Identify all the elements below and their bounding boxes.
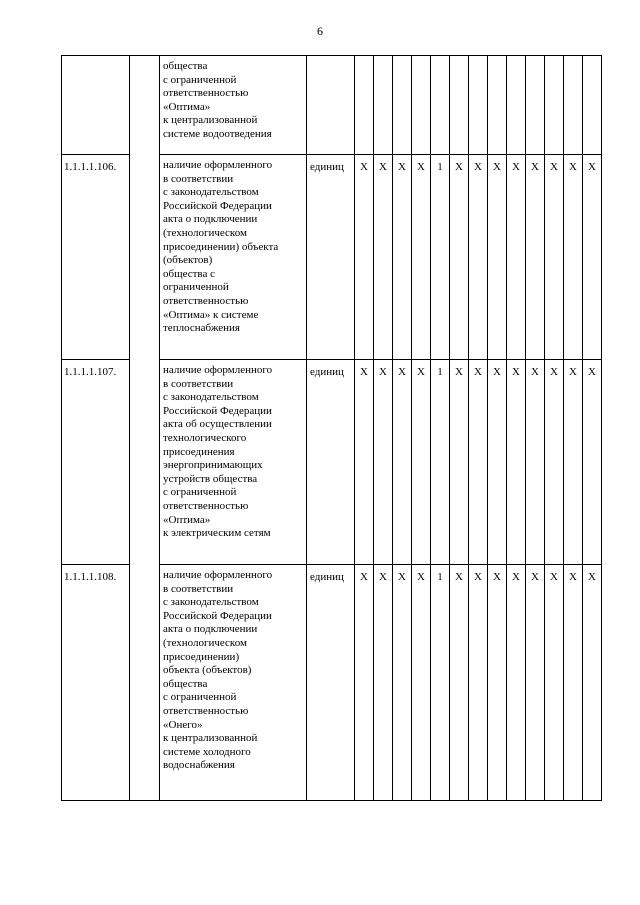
blank-cell <box>130 155 160 360</box>
row-number: 1.1.1.1.106. <box>62 155 130 360</box>
value-cell: Х <box>583 155 602 360</box>
value-cell: Х <box>545 360 564 565</box>
value-cell <box>583 56 602 155</box>
page-number: 6 <box>317 24 323 38</box>
table-row <box>62 360 602 565</box>
value-cell <box>355 56 374 155</box>
value-cell: 1 <box>431 155 450 360</box>
value-cell <box>564 56 583 155</box>
value-cell: Х <box>393 565 412 801</box>
value-cell: Х <box>450 155 469 360</box>
value-cell: 1 <box>431 360 450 565</box>
value-cell <box>469 56 488 155</box>
indicators-table <box>61 55 602 801</box>
blank-cell <box>130 565 160 801</box>
value-cell: Х <box>488 565 507 801</box>
value-cell: Х <box>393 155 412 360</box>
value-cell: Х <box>564 565 583 801</box>
value-cell: Х <box>488 360 507 565</box>
value-cell: Х <box>564 155 583 360</box>
value-cell: Х <box>412 360 431 565</box>
row-number: 1.1.1.1.108. <box>62 565 130 801</box>
row-number <box>62 56 130 155</box>
value-cell: Х <box>450 360 469 565</box>
value-cell: Х <box>507 155 526 360</box>
value-cell: Х <box>583 360 602 565</box>
value-cell: Х <box>469 155 488 360</box>
row-description: наличие оформленного в соответствии с законодательством Российской Федерации акта об осуществлении технологического присоединения энергопринимающих устройств общества с ограниченной ответственностью «Оптима» к электрическим сетям <box>160 360 307 565</box>
row-unit: единиц <box>307 360 355 565</box>
value-cell: Х <box>526 565 545 801</box>
value-cell: Х <box>526 360 545 565</box>
value-cell: Х <box>412 565 431 801</box>
row-description: наличие оформленного в соответствии с законодательством Российской Федерации акта о подключении (технологическом присоединении) объекта (объектов) общества с ограниченной ответственностью «Онего» к централизованной системе холодного водоснабжения <box>160 565 307 801</box>
table-row <box>62 56 602 155</box>
table-row <box>62 155 602 360</box>
value-cell: Х <box>355 565 374 801</box>
value-cell: Х <box>564 360 583 565</box>
value-cell: Х <box>393 360 412 565</box>
value-cell <box>393 56 412 155</box>
value-cell: Х <box>355 155 374 360</box>
value-cell: Х <box>545 155 564 360</box>
value-cell: Х <box>583 565 602 801</box>
value-cell <box>412 56 431 155</box>
value-cell <box>507 56 526 155</box>
value-cell <box>431 56 450 155</box>
value-cell: Х <box>412 155 431 360</box>
value-cell: Х <box>374 360 393 565</box>
row-unit: единиц <box>307 155 355 360</box>
value-cell <box>488 56 507 155</box>
value-cell: Х <box>374 155 393 360</box>
value-cell: Х <box>469 360 488 565</box>
value-cell <box>526 56 545 155</box>
value-cell: Х <box>355 360 374 565</box>
row-description: наличие оформленного в соответствии с законодательством Российской Федерации акта о подключении (технологическом присоединении) объекта (объектов) общества с ограниченной ответственностью «Оптима» к системе теплоснабжения <box>160 155 307 360</box>
value-cell <box>450 56 469 155</box>
blank-cell <box>130 360 160 565</box>
value-cell: 1 <box>431 565 450 801</box>
blank-cell <box>130 56 160 155</box>
value-cell: Х <box>507 565 526 801</box>
value-cell: Х <box>450 565 469 801</box>
value-cell <box>374 56 393 155</box>
value-cell <box>545 56 564 155</box>
value-cell: Х <box>526 155 545 360</box>
value-cell: Х <box>545 565 564 801</box>
value-cell: Х <box>374 565 393 801</box>
row-description: общества с ограниченной ответственностью «Оптима» к централизованной системе водоотведения <box>160 56 307 155</box>
value-cell: Х <box>488 155 507 360</box>
row-unit <box>307 56 355 155</box>
value-cell: Х <box>469 565 488 801</box>
row-unit: единиц <box>307 565 355 801</box>
row-number: 1.1.1.1.107. <box>62 360 130 565</box>
value-cell: Х <box>507 360 526 565</box>
table-row <box>62 565 602 801</box>
